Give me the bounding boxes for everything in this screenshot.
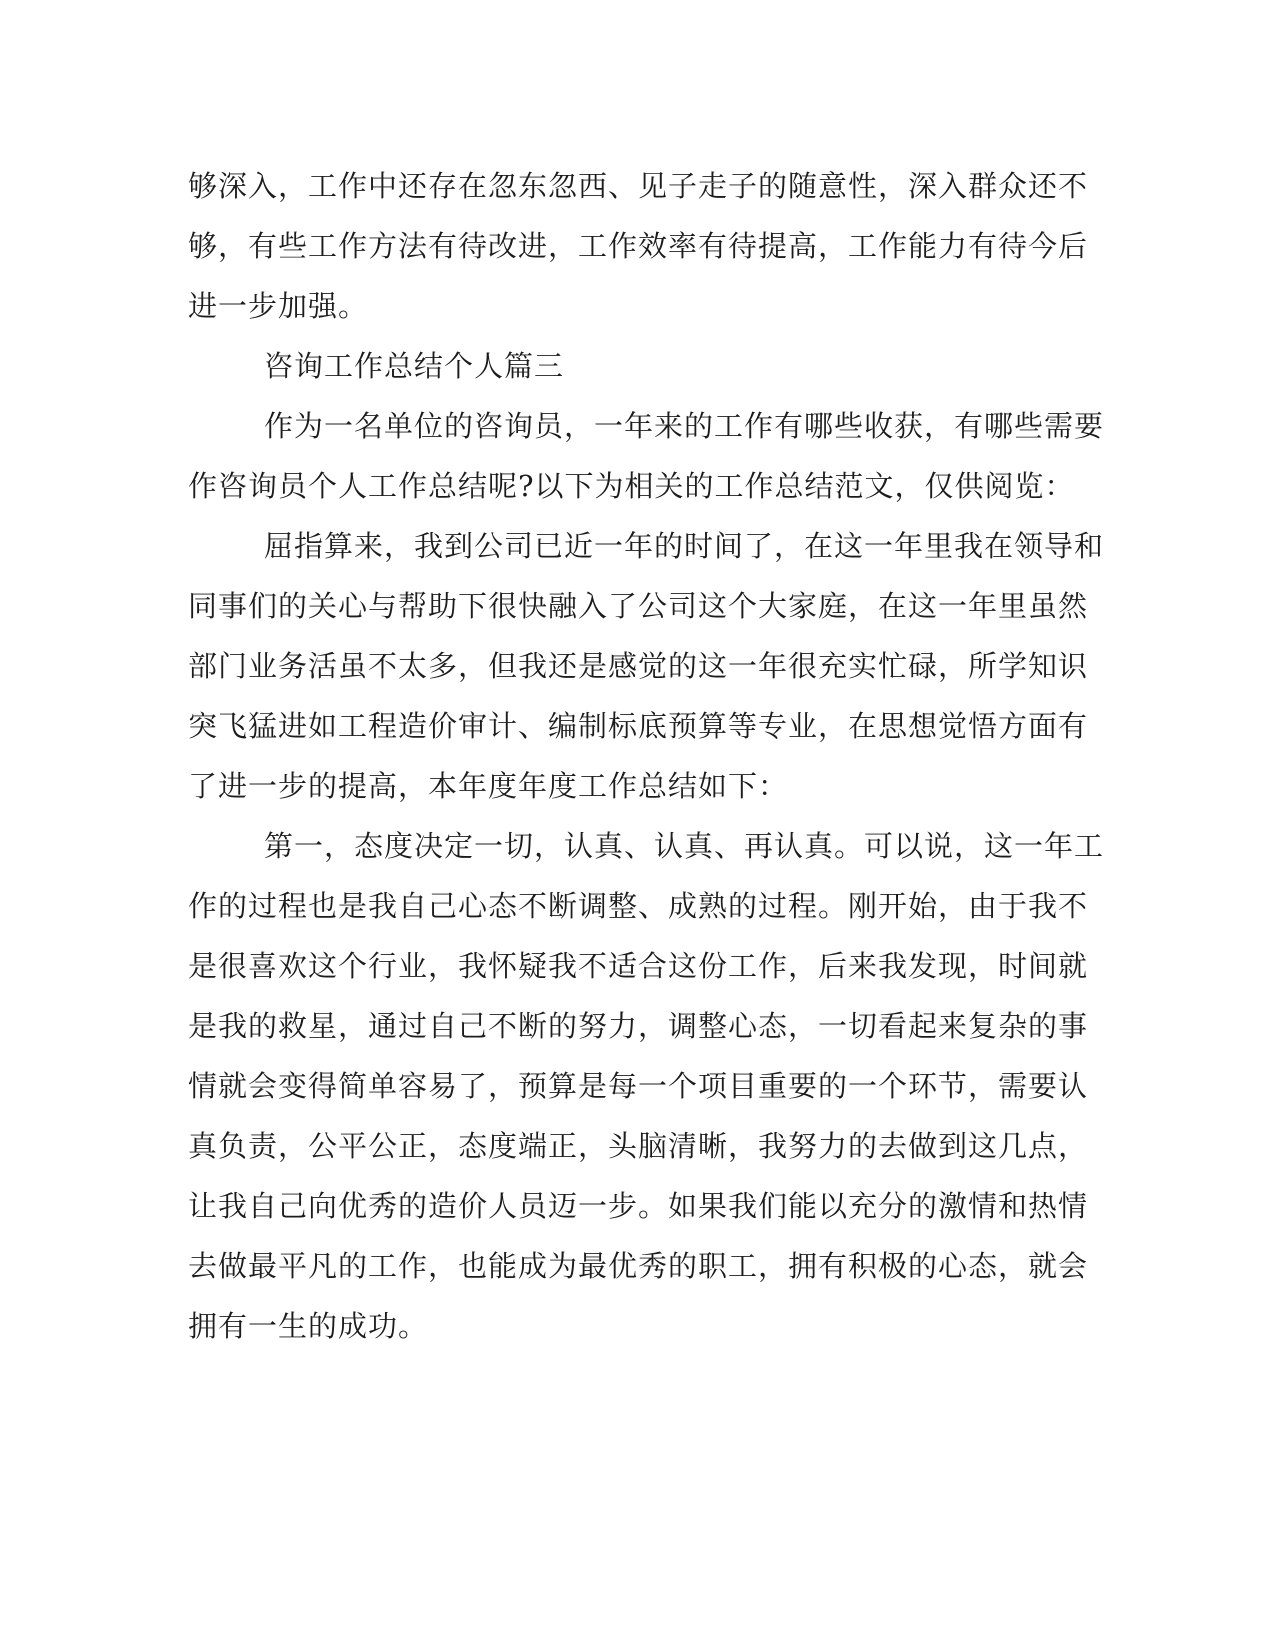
paragraph-line: 作咨询员个人工作总结呢?以下为相关的工作总结范文，仅供阅览： xyxy=(188,469,1075,503)
paragraph-line: 让我自己向优秀的造价人员迈一步。如果我们能以充分的激情和热情 xyxy=(188,1189,1089,1223)
paragraph-line: 部门业务活虽不太多，但我还是感觉的这一年很充实忙碌，所学知识 xyxy=(188,649,1089,683)
paragraph-line: 够深入，工作中还存在忽东忽西、见子走子的随意性，深入群众还不 xyxy=(188,169,1089,203)
paragraph-line: 情就会变得简单容易了，预算是每一个项目重要的一个环节，需要认 xyxy=(188,1069,1089,1103)
paragraph-line: 了进一步的提高，本年度年度工作总结如下： xyxy=(188,769,789,803)
paragraph-line: 是很喜欢这个行业，我怀疑我不适合这份工作，后来我发现，时间就 xyxy=(188,949,1089,983)
paragraph-line: 同事们的关心与帮助下很快融入了公司这个大家庭，在这一年里虽然 xyxy=(188,589,1089,623)
paragraph-line: 屈指算来，我到公司已近一年的时间了，在这一年里我在领导和 xyxy=(264,529,1105,563)
paragraph-line: 拥有一生的成功。 xyxy=(188,1309,429,1343)
paragraph-line: 去做最平凡的工作，也能成为最优秀的职工，拥有积极的心态，就会 xyxy=(188,1249,1089,1283)
paragraph-line: 突飞猛进如工程造价审计、编制标底预算等专业，在思想觉悟方面有 xyxy=(188,709,1089,743)
paragraph-line: 进一步加强。 xyxy=(188,289,369,323)
paragraph-line: 真负责，公平公正，态度端正，头脑清晰，我努力的去做到这几点， xyxy=(188,1129,1089,1163)
paragraph-line: 第一，态度决定一切，认真、认真、再认真。可以说，这一年工 xyxy=(264,829,1105,863)
section-heading: 咨询工作总结个人篇三 xyxy=(264,349,565,383)
document-body xyxy=(188,156,1105,1356)
paragraph-line: 是我的救星，通过自己不断的努力，调整心态，一切看起来复杂的事 xyxy=(188,1009,1089,1043)
paragraph-line: 作为一名单位的咨询员，一年来的工作有哪些收获，有哪些需要 xyxy=(264,409,1105,443)
paragraph-line: 作的过程也是我自己心态不断调整、成熟的过程。刚开始，由于我不 xyxy=(188,889,1089,923)
paragraph-line: 够，有些工作方法有待改进，工作效率有待提高，工作能力有待今后 xyxy=(188,229,1089,263)
